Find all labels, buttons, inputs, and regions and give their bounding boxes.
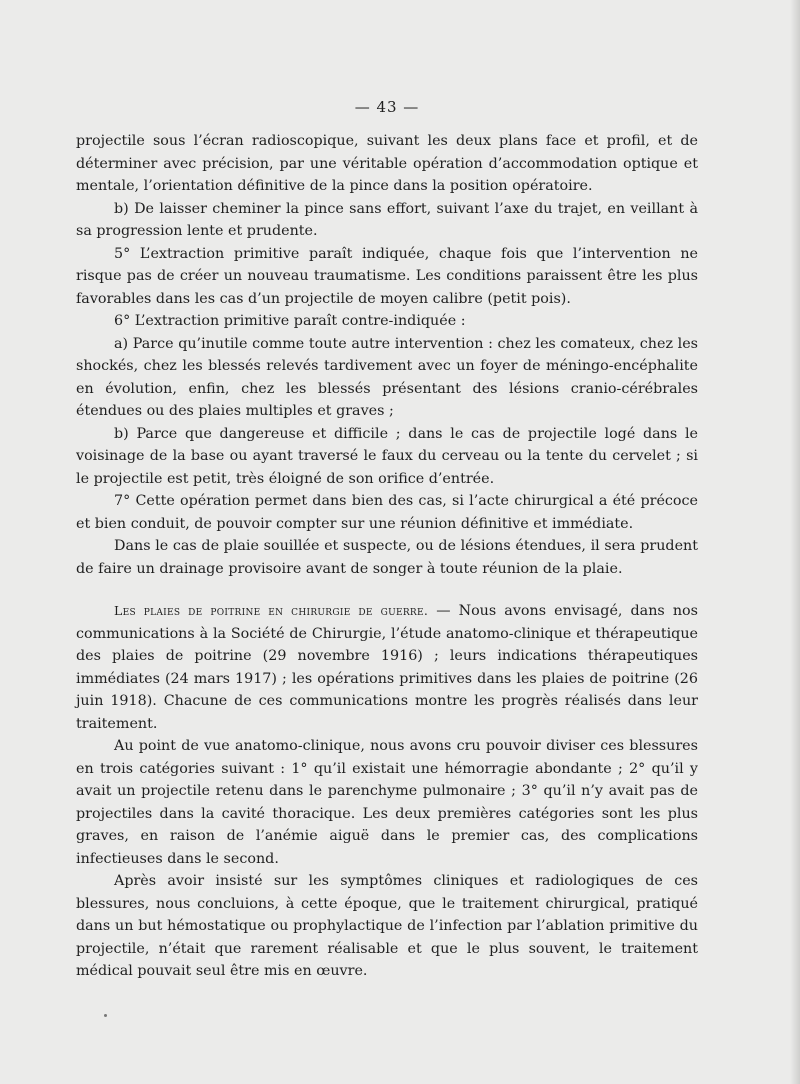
paragraph-9-body: — Nous avons envisagé, dans nos communications à la Société de Chirurgie, l’étude anatomo-clinique et thérapeutique des plaies de poitrine (29 novembre 1916) ; leurs indications thérapeutiques immédiates (24 mars 1917) ; les opérations primitives dans les plaies de poitrine (26 juin 1918). Chacune de ces communications montre les progrès réalisés dans leur traitement. — [76, 603, 698, 732]
page-edge-shadow — [790, 0, 800, 1084]
page-content — [76, 98, 698, 983]
paragraph-1: projectile sous l’écran radioscopique, suivant les deux plans face et profil, et de déterminer avec précision, par une véritable opération d’accommodation optique et mentale, l’orientation définitive de la pince dans la position opératoire. — [76, 133, 698, 194]
paragraph-7: 7° Cette opération permet dans bien des cas, si l’acte chirurgical a été précoce et bien conduit, de pouvoir compter sur une réunion définitive et immédiate. — [76, 493, 698, 532]
paragraph-11: Après avoir insisté sur les symptômes cliniques et radiologiques de ces blessures, nous concluions, à cette époque, que le traitement chirurgical, pratiqué dans un but hémostatique ou prophylactique de l’infection par l’ablation primitive du projectile, n’était que rarement réalisable et que le plus souvent, le traitement médical pouvait seul être mis en œuvre. — [76, 873, 698, 979]
paragraph-8: Dans le cas de plaie souillée et suspecte, ou de lésions étendues, il sera prudent de faire un drainage provisoire avant de songer à toute réunion de la plaie. — [76, 538, 698, 577]
paragraph-6: b) Parce que dangereuse et difficile ; dans le cas de projectile logé dans le voisinage de la base ou ayant traversé le faux du cerveau ou la tente du cervelet ; si le projectile est petit, très éloigné de son orifice d’entrée. — [76, 425, 698, 487]
paragraph-4: 6° L’extraction primitive paraît contre-indiquée : — [114, 313, 466, 329]
paragraph-10: Au point de vue anatomo-clinique, nous avons cru pouvoir diviser ces blessures en trois catégories suivant : 1° qu’il existait une hémorragie abondante ; 2° qu’il y avait un projectile retenu dans le parenchyme pulmonaire ; 3° qu’il n’y avait pas de projectiles dans la cavité thoracique. Les deux premières catégories sont les plus graves, en raison de l’anémie aiguë dans le premier cas, des complications infectieuses dans le second. — [76, 738, 698, 867]
section-gap — [76, 580, 698, 600]
paragraph-5: a) Parce qu’inutile comme toute autre intervention : chez les comateux, chez les shockés, chez les blessés relevés tardivement avec un foyer de méningo-encéphalite en évolution, enfin, chez les blessés présentant des lésions cranio-cérébrales étendues ou des plaies multiples et graves ; — [76, 335, 698, 419]
paragraph-2: b) De laisser cheminer la pince sans effort, suivant l’axe du trajet, en veillant à sa progression lente et prudente. — [76, 200, 698, 239]
paragraph-3: 5° L’extraction primitive paraît indiquée, chaque fois que l’intervention ne risque pas de créer un nouveau traumatisme. Les conditions paraissent être les plus favorables dans les cas d’un projectile de moyen calibre (petit pois). — [76, 245, 698, 307]
section-heading: Les plaies de poitrine en chirurgie de guerre. — [114, 603, 429, 618]
paragraph-9 — [76, 600, 698, 735]
page-number: — 43 — — [354, 98, 420, 116]
ink-speck — [104, 1014, 107, 1017]
